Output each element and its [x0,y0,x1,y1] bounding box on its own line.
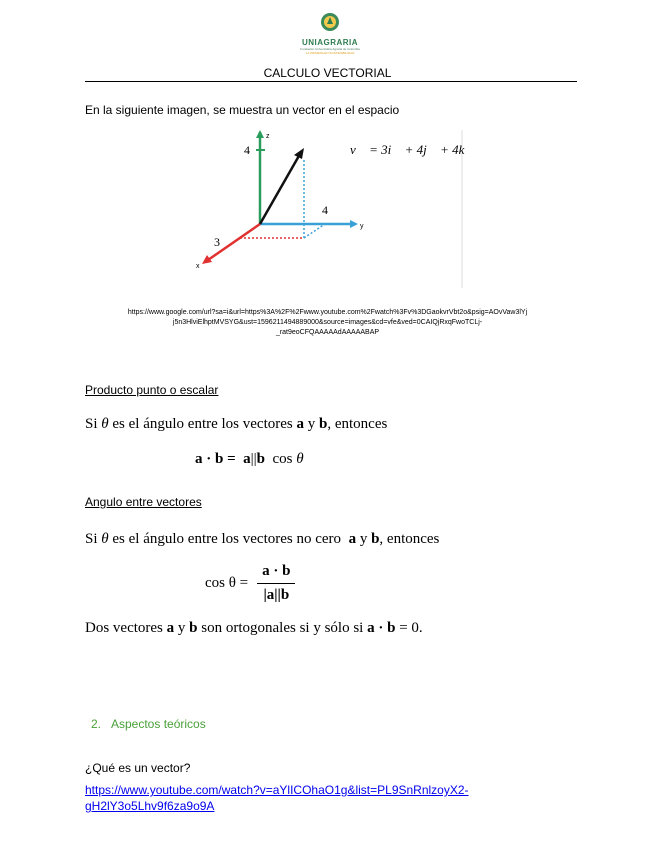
ortho-a: a [166,620,175,636]
vector-b: b [319,416,328,432]
statement-y: y [304,416,319,432]
vector-v [260,154,300,224]
intro-text: En la siguiente imagen, se muestra un vector en el espacio [85,103,400,117]
statement-post: , entonces [327,416,388,432]
formula-a: a [243,451,251,467]
dot-product-statement [85,416,387,433]
ortho-y: y [174,620,190,636]
z-label: z [266,133,270,140]
angle-post: , entonces [379,531,440,547]
cos-label: cos θ = [205,575,249,591]
angle-mid: es el ángulo entre los vectores no cero [108,531,349,547]
vector-diagram [192,128,472,288]
formula-lhs: a · b = [195,451,244,467]
angle-y: y [356,531,372,547]
angle-formula [205,563,297,604]
angle-b: b [371,531,380,547]
y-label: y [360,223,364,230]
ortho-formula: a · b [367,620,396,636]
image-source [60,308,595,338]
logo-emblem-icon [320,12,340,32]
y-axis-arrow [350,220,358,228]
dot-product-heading: Producto punto o escalar [85,383,219,397]
section-number: 2. [91,717,102,731]
orthogonal-statement [85,620,423,637]
header-divider [85,81,577,82]
ortho-post: = 0. [395,620,423,636]
formula-cos: cos [265,451,297,467]
link-line-1[interactable]: https://www.youtube.com/watch?v=aYlICOhaO1g&list=PL9SnRnlzoyX2- [85,783,469,797]
vector-arrow [294,148,304,159]
source-line-2: j5n3HlviElhptMVSYG&ust=1596211494889000&source=images&cd=vfe&ved=0CAIQjRxqFwoTCLj- [172,319,483,326]
page-title: CALCULO VECTORIAL [263,66,392,80]
ortho-pre: Dos vectores [85,620,167,636]
x-tick-label: 3 [214,235,220,249]
ortho-b: b [189,620,198,636]
source-line-1: https://www.google.com/url?sa=i&url=https%3A%2F%2Fwww.youtube.com%2Fwatch%3Fv%3DGaokvrVbt2o&psig=AOvVaw3lYj [127,309,528,316]
ortho-mid: son ortogonales si y sólo si [197,620,368,636]
statement-mid: es el ángulo entre los vectores [108,416,297,432]
angle-statement [85,531,439,548]
uniagraria-logo [290,12,370,60]
x-label: x [196,263,200,270]
youtube-link[interactable] [85,782,515,814]
fraction-denominator: |a||b [257,583,295,604]
logo-name: UNIAGRARIA [301,38,359,47]
question-text: ¿Qué es un vector? [85,761,191,775]
logo-subtitle: Fundación Universitaria Agraria de Colombia [300,47,360,51]
fraction [256,563,296,604]
angle-a: a [348,531,357,547]
section-label: Aspectos teóricos [111,717,206,731]
fraction-numerator: a · b [262,563,291,579]
z-axis-arrow [256,130,264,138]
angle-pre: Si [85,531,102,547]
z-tick-label: 4 [244,143,250,157]
y-tick-label: 4 [322,203,328,217]
statement-pre: Si [85,416,102,432]
formula-theta: θ [296,451,304,467]
theta-symbol: θ [101,416,109,432]
link-line-2[interactable]: gH2lY3o5Lhv9f6za9o9A [85,799,215,813]
vector-equation: v⃗ = 3i⃗ + 4j⃗ + 4k⃗ [350,142,472,157]
formula-bars: || [250,451,257,467]
formula-b: b [256,451,266,467]
logo-tagline: LA PRIMERA EN SOSTENIBILIDAD [305,51,355,55]
angle-theta: θ [101,531,109,547]
source-line-3: _rat9eoCFQAAAAAdAAAAABAP [275,329,380,336]
vector-figure [192,128,472,288]
angle-heading: Angulo entre vectores [85,495,202,509]
y-projection-line [304,224,325,238]
dot-product-formula [195,451,304,468]
vector-a: a [296,416,304,432]
section-2-heading [91,717,206,731]
